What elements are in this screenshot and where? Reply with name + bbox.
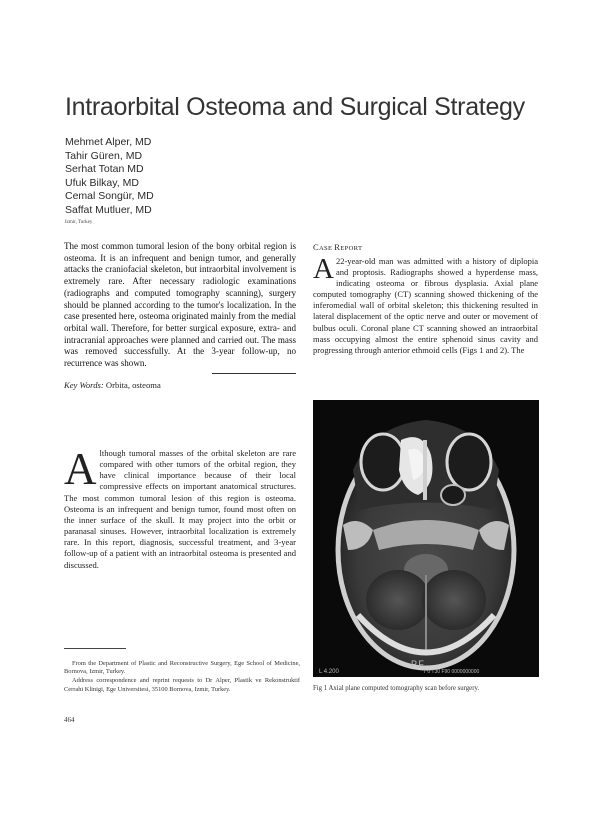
keywords-label: Key Words: bbox=[64, 380, 104, 390]
scan-initials: P.F. bbox=[411, 659, 426, 669]
introduction-paragraph bbox=[64, 444, 296, 571]
figure-caption bbox=[313, 684, 539, 693]
drop-cap: A bbox=[313, 253, 334, 285]
keywords-value: Orbita, osteoma bbox=[105, 380, 161, 390]
footnotes bbox=[64, 660, 300, 695]
abstract-divider bbox=[212, 373, 296, 374]
scan-label-right: T 0 T30 F90 0000000000 bbox=[423, 669, 480, 675]
author-name: Mehmet Alper, MD bbox=[65, 136, 152, 148]
page-number: 464 bbox=[64, 716, 75, 724]
section-heading-case-report bbox=[313, 242, 362, 252]
section-heading-rest: EPORT bbox=[340, 245, 363, 252]
footnote-affiliation: From the Department of Plastic and Reconstructive Surgery, Ege School of Medicine, Bornova, Izmir, Turkey. bbox=[64, 660, 300, 676]
keywords-line bbox=[64, 380, 296, 390]
author-name: Ufuk Bilkay, MD bbox=[65, 176, 139, 189]
ct-scan-image bbox=[313, 400, 539, 677]
section-heading-initial: C bbox=[313, 242, 319, 252]
case-report-text: 22-year-old man was admitted with a history of diplopia and proptosis. Radiographs showed a hyperdense mass, indicating osteoma or fibrous dysplasia. Axial plane computed tomography (CT) scanning showed thickening of the inferomedial wall of orbital skeleton; this thickening resulted in lateral displacement of the optic nerve and outer or movement of bulbus oculi. Coronal plane CT scanning showed an intraorbital mass occupying almost the entire sphenoid sinus cavity and progressing through anterior ethmoid cells (Figs 1 and 2). The bbox=[313, 256, 538, 355]
author-location: Izmir, Turkey bbox=[65, 220, 93, 225]
abstract: The most common tumoral lesion of the bony orbital region is osteoma. It is an infrequent and benign tumor, and generally attacks the craniofacial skeleton, but intraorbital involvement is extremely rare. After necessary radiologic examinations (radiographs and computed tomography scanning), surgery should be planned according to the tumor's localization. In the case presented here, osteoma originated mainly from the medial orbital wall. Therefore, for better surgical exposure, extra- and intracranial approaches were planned and carried out. The mass was removed successfully. At the 3-year follow-up, no recurrence was shown. bbox=[64, 241, 296, 369]
author-name: Saffat Mutluer, MD bbox=[65, 203, 152, 216]
drop-cap: A bbox=[64, 444, 97, 494]
article-title: Intraorbital Osteoma and Surgical Strategy bbox=[65, 93, 525, 121]
author-list bbox=[65, 136, 285, 217]
scan-label-left: L 4.200 bbox=[319, 669, 339, 675]
introduction-text: lthough tumoral masses of the orbital skeleton are rare compared with other tumors of the orbital region, they have clinical importance because of their local compressive effects on important anatomical structures. The most common tumoral lesion of this region is osteoma. Osteoma is an infrequent and benign tumor, found most often on the inner surface of the skull. It may project into the orbit or paranasal sinuses. However, intraorbital localization is extremely rare. In this report, diagnosis, successful treatment, and 3-year follow-up of a patient with an intraorbital osteoma is presented and discussed. bbox=[64, 448, 296, 570]
author-name: Tahir Güren, MD bbox=[65, 149, 143, 162]
figure-caption-text: Axial plane computed tomography scan before surgery. bbox=[327, 685, 480, 692]
author-name: Cemal Songür, MD bbox=[65, 190, 154, 202]
author-name: Serhat Totan MD bbox=[65, 163, 144, 175]
figure-caption-label: Fig 1 bbox=[313, 685, 328, 692]
ct-scan-figure bbox=[313, 400, 539, 677]
footnote-correspondence: Address correspondence and reprint requests to Dr Alper, Plastik ve Rekonstruktif Cerrahi Klinigi, Ege Universitesi, 35100 Bornova, Izmir, Turkey. bbox=[64, 677, 300, 693]
footnote-divider bbox=[64, 648, 126, 649]
case-report-paragraph bbox=[313, 253, 538, 356]
section-heading-rest: ASE bbox=[318, 245, 335, 252]
section-heading-initial: R bbox=[334, 242, 341, 252]
